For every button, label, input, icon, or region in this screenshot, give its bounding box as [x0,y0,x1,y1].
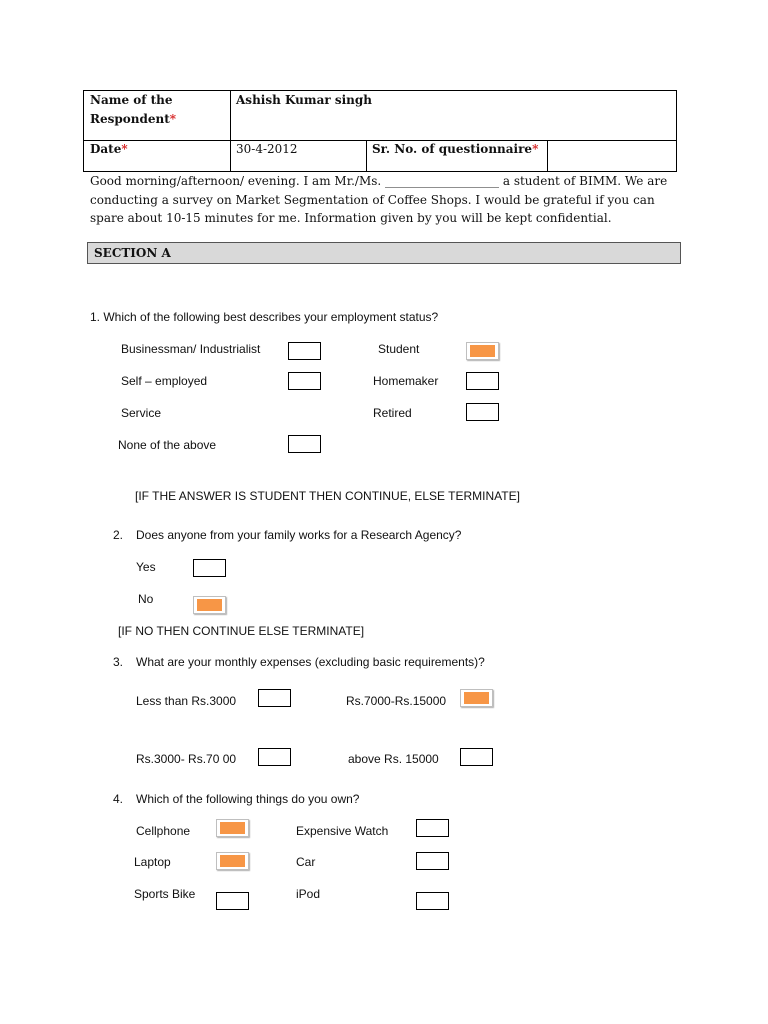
option-label: Less than Rs.3000 [136,694,237,708]
respondent-name-value[interactable]: Ashish Kumar singh [236,93,373,107]
respondent-label: Name of the Respondent [90,93,173,126]
option-label: Yes [136,560,156,574]
respondent-info-table [83,90,677,172]
checkbox-laptop[interactable] [216,852,249,870]
checkbox-self-employed[interactable] [288,372,321,390]
option-label: None of the above [118,438,217,452]
date-label: Date [90,142,122,156]
option-label: Laptop [134,855,171,869]
checkbox-less-than-3000[interactable] [258,689,291,707]
option-label: Sports Bike [134,887,196,901]
respondent-label-cell [84,91,230,129]
option-label: iPod [296,887,321,901]
required-marker: * [532,142,539,156]
option-label: Rs.3000- Rs.70 00 [136,752,237,766]
section-a-header: SECTION A [87,242,681,264]
checkbox-no[interactable] [193,596,226,614]
option-label: Expensive Watch [296,824,389,838]
checkbox-retired[interactable] [466,403,499,421]
intro-paragraph: Good morning/afternoon/ evening. I am Mr./Ms. ___________________ a student of BIMM. We are conducting a survey on Market Segmentation of Coffee Shops. I would be grateful if you can spare about 10-15 minutes for me. Information given by you will be kept confidential. [90,174,668,225]
required-marker: * [121,142,128,156]
checkbox-expensive-watch[interactable] [416,819,449,837]
checkbox-cellphone[interactable] [216,819,249,837]
question-4-text: Which of the following things do you own? [136,792,360,806]
checkbox-yes[interactable] [193,559,226,577]
question-4-number: 4. [113,792,124,806]
question-3-number: 3. [113,655,124,669]
required-marker: * [169,112,177,126]
option-label: Homemaker [373,374,439,388]
srno-label-cell [366,140,547,159]
question-2-text: Does anyone from your family works for a Research Agency? [136,528,462,542]
checkbox-none-of-the-above[interactable] [288,435,321,453]
question-2-number: 2. [113,528,124,542]
checkbox-student[interactable] [466,342,499,360]
checkbox-ipod[interactable] [416,892,449,910]
option-label: No [138,592,154,606]
skip-instruction: [IF NO THEN CONTINUE ELSE TERMINATE] [118,624,365,638]
checkbox-homemaker[interactable] [466,372,499,390]
question-3-text: What are your monthly expenses (excluding basic requirements)? [136,655,485,669]
option-label: above Rs. 15000 [348,752,439,766]
option-label: Student [378,342,420,356]
srno-label: Sr. No. of questionnaire [372,142,533,156]
question-1-text: 1. Which of the following best describes your employment status? [90,310,439,324]
option-label: Rs.7000-Rs.15000 [346,694,447,708]
checkbox-sports-bike[interactable] [216,892,249,910]
option-label: Car [296,855,316,869]
date-value[interactable]: 30-4-2012 [236,142,298,156]
checkbox-7000-15000[interactable] [460,689,493,707]
date-label-cell [84,140,230,159]
checkbox-3000-7000[interactable] [258,748,291,766]
option-label: Businessman/ Industrialist [121,342,261,356]
skip-instruction: [IF THE ANSWER IS STUDENT THEN CONTINUE, ELSE TERMINATE] [135,489,520,503]
checkbox-car[interactable] [416,852,449,870]
option-label: Cellphone [136,824,191,838]
checkbox-above-15000[interactable] [460,748,493,766]
option-label: Self – employed [121,374,208,388]
option-label: Service [121,406,162,420]
checkbox-businessman[interactable] [288,342,321,360]
option-label: Retired [373,406,412,420]
